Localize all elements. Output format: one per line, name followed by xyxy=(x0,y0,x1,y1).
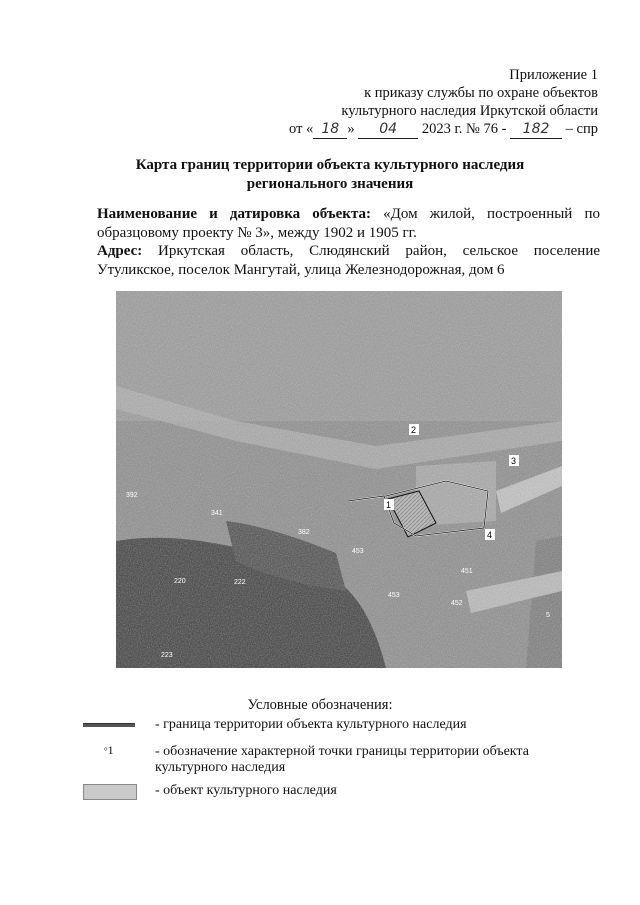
point-marker-4 xyxy=(485,529,495,540)
appendix-line: Приложение 1 xyxy=(509,67,598,83)
order-year-text: 2023 г. № 76 - xyxy=(421,121,507,137)
point-label-1: 1 xyxy=(386,500,392,510)
legend-title: Условные обозначения: xyxy=(247,697,393,713)
legend-item-heritage-object: - объект культурного наследия xyxy=(155,783,337,798)
order-date-number-line xyxy=(289,120,598,139)
object-name-paragraph xyxy=(97,205,600,242)
plot-label: 453 xyxy=(388,592,400,599)
object-name-value: «Дом жилой, построенный по образцовому проекту № 3», между 1902 и 1905 гг. xyxy=(97,206,601,241)
order-suffix: – спр xyxy=(565,121,598,137)
title-line-2: регионального значения xyxy=(246,176,414,192)
order-month: 04 xyxy=(358,120,418,139)
heritage-object-symbol xyxy=(83,784,137,800)
plot-label: 452 xyxy=(451,600,463,607)
satellite-map-image xyxy=(116,291,562,668)
order-from-prefix: от « xyxy=(289,121,314,137)
address-paragraph xyxy=(97,242,600,279)
organization-line: культурного наследия Иркутской области xyxy=(341,103,598,119)
order-reference-line: к приказу службы по охране объектов xyxy=(364,85,598,101)
point-circle-icon: ° xyxy=(104,746,108,756)
point-symbol xyxy=(104,743,114,758)
point-marker-1 xyxy=(384,499,394,510)
title-line-1: Карта границ территории объекта культурного наследия xyxy=(135,157,525,173)
legend-item-point: - обозначение характерной точки границы территории объекта культурного наследия xyxy=(155,744,529,775)
plot-label: 222 xyxy=(234,579,246,586)
object-name-label: Наименование и датировка объекта: xyxy=(97,206,371,222)
plot-label: 5 xyxy=(546,612,550,619)
order-day: 18 xyxy=(313,120,347,139)
order-number: 182 xyxy=(510,120,562,139)
point-label-2: 2 xyxy=(411,425,417,435)
plot-label: 223 xyxy=(161,652,173,659)
point-label-3: 3 xyxy=(511,456,517,466)
document-title xyxy=(100,156,560,194)
point-marker-2 xyxy=(409,424,419,435)
address-label: Адрес: xyxy=(97,243,143,259)
boundary-line-symbol xyxy=(83,723,135,727)
plot-label: 220 xyxy=(174,578,186,585)
boundary-map xyxy=(116,291,562,668)
plot-label: 382 xyxy=(298,529,310,536)
plot-label: 392 xyxy=(126,492,138,499)
order-quote-close: » xyxy=(347,121,355,137)
address-value: Иркутская область, Слюдянский район, сельское поселение Утуликское, поселок Мангутай, улица Железнодорожная, дом 6 xyxy=(97,243,601,278)
plot-label: 451 xyxy=(461,568,473,575)
plot-label: 341 xyxy=(211,510,223,517)
point-symbol-number: 1 xyxy=(107,743,114,757)
legend-item-boundary: - граница территории объекта культурного наследия xyxy=(155,717,467,732)
point-label-4: 4 xyxy=(487,530,493,540)
point-marker-3 xyxy=(509,455,519,466)
plot-label: 453 xyxy=(352,548,364,555)
